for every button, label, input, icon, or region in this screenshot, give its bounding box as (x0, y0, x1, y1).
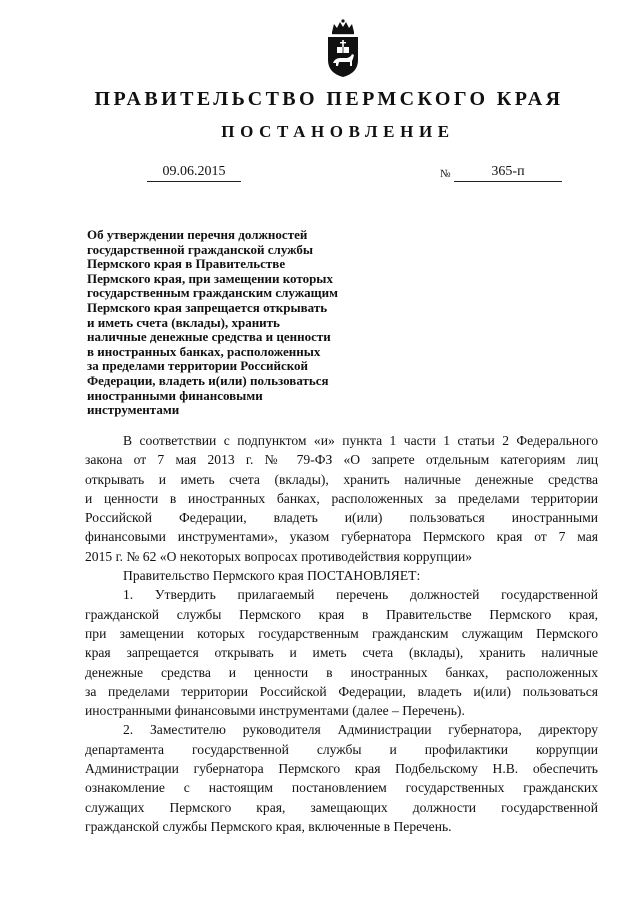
document-subject (87, 228, 397, 418)
paragraph-item-1 (85, 585, 598, 720)
body-line: финансовыми инструментами», указом губернатора Пермского края от 7 мая (85, 529, 598, 545)
body-line: при замещении которых государственным гражданским служащим Пермского (85, 625, 598, 641)
document-body (85, 431, 598, 836)
subject-line: инструментами (87, 402, 180, 418)
subject-line: Об утверждении перечня должностей (87, 227, 308, 242)
paragraph-item-2 (85, 720, 598, 836)
subject-line: Пермского края, при замещении которых (87, 270, 333, 286)
subject-line: и иметь счета (вклады), хранить (87, 314, 280, 330)
body-line: 2015 г. № 62 «О некоторых вопросах противодействия коррупции» (85, 548, 473, 564)
subject-line: за пределами территории Российской (87, 358, 309, 374)
body-line: иностранными финансовыми инструментами (далее – Перечень). (85, 703, 465, 719)
subject-line: Федерации, владеть и(или) пользоваться (87, 372, 329, 388)
body-line: департамента государственной службы и профилактики коррупции (85, 741, 598, 757)
subject-line: наличные денежные средства и ценности (87, 329, 331, 345)
body-line: ознакомление с настоящим постановлением государственных гражданских (85, 780, 598, 796)
document-date: 09.06.2015 (147, 163, 241, 182)
body-line: края запрещается открывать и иметь счета (вклады), хранить наличные (85, 645, 598, 661)
body-line: Российской Федерации, владеть и(или) пользоваться иностранными (85, 510, 598, 526)
body-line: за пределами территории Российской Федерации, владеть и(или) пользоваться (85, 683, 598, 699)
paragraph-resolution: Правительство Пермского края ПОСТАНОВЛЯЕТ: (123, 568, 421, 584)
perm-krai-coat-of-arms-icon (325, 18, 361, 78)
subject-line: Пермского края запрещается открывать (87, 299, 328, 315)
body-line: денежные средства и ценности в иностранных банках, расположенных (85, 664, 598, 680)
number-label: № (440, 168, 451, 180)
document-number: 365-п (454, 163, 562, 182)
body-line: служащих Пермского края, замещающих должности государственной (85, 799, 598, 815)
body-line: 2. Заместителю руководителя Администрации губернатора, директору (123, 722, 598, 738)
body-line: открывать и иметь счета (вклады), хранить наличные денежные средства (85, 471, 598, 487)
paragraph-legal-basis (85, 431, 598, 566)
body-line: 1. Утвердить прилагаемый перечень должностей государственной (123, 587, 598, 603)
body-line: гражданской службы Пермского края в Правительстве Пермского края, (85, 606, 598, 622)
subject-line: государственным гражданским служащим (87, 285, 338, 301)
body-line: и ценности в иностранных банках, расположенных за пределами территории (85, 490, 598, 506)
body-line: закона от 7 мая 2013 г. № 79-ФЗ «О запрете отдельным категориям лиц (85, 452, 598, 468)
subject-line: Пермского края в Правительстве (87, 256, 286, 272)
body-line: гражданской службы Пермского края, включенные в Перечень. (85, 818, 452, 834)
document-type: ПОСТАНОВЛЕНИЕ (221, 122, 455, 141)
body-line: В соответствии с подпунктом «и» пункта 1 части 1 статьи 2 Федерального (123, 433, 598, 448)
organization-title: ПРАВИТЕЛЬСТВО ПЕРМСКОГО КРАЯ (94, 88, 564, 110)
body-line: Администрации губернатора Пермского края Подбельскому Н.В. обеспечить (85, 761, 598, 777)
subject-line: иностранными финансовыми (87, 387, 263, 403)
subject-line: в иностранных банках, расположенных (87, 343, 321, 359)
subject-line: государственной гражданской службы (87, 241, 314, 257)
